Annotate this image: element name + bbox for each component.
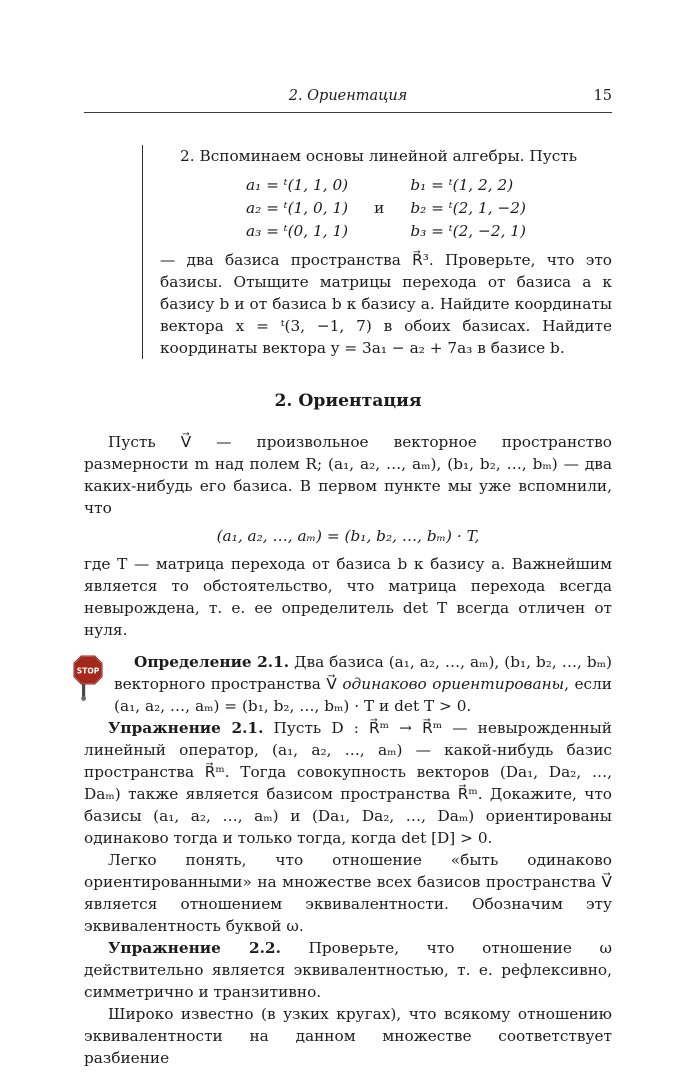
svg-text:STOP: STOP bbox=[76, 666, 100, 676]
running-header bbox=[84, 86, 612, 113]
equation-b3: b₃ = ᵗ(2, −2, 1) bbox=[410, 221, 526, 240]
running-title: 2. Ориентация bbox=[288, 88, 408, 104]
exercise-2-2 bbox=[84, 937, 612, 1003]
paragraph-partition: Широко известно (в узких кругах), что всякому отношению эквивалентности на данном множестве соответствует разбиение bbox=[84, 1005, 612, 1068]
equation-spacer bbox=[374, 220, 384, 242]
section-title: 2. Ориентация bbox=[274, 391, 422, 412]
equation-spacer bbox=[374, 174, 384, 196]
definition-label: Определение 2.1. bbox=[134, 652, 290, 671]
exercise-2-1-label: Упражнение 2.1. bbox=[108, 718, 264, 737]
exercise-2-1-text: Пусть D : R⃗ᵐ → R⃗ᵐ — невырожденный линейный оператор, (a₁, a₂, …, aₘ) — какой-нибудь базис пространства R⃗ᵐ. Тогда совокупность векторов (Da₁, Da₂, …, Daₘ) также является базисом пространства R⃗ᵐ. Докажите, что базисы (a₁, a₂, …, aₘ) и (Da₁, Da₂, …, Daₘ) ориентированы одинаково тогда и только тогда, когда det [D] > 0. bbox=[84, 718, 612, 848]
equation-b1: b₁ = ᵗ(1, 2, 2) bbox=[410, 175, 514, 194]
exercise-2-2-text: Проверьте, что отношение ω действительно является эквивалентностью, т. е. рефлексивно, симметрично и транзитивно. bbox=[84, 939, 612, 1002]
definition-text-before: Два базиса (a₁, a₂, …, aₘ), (b₁, b₂, …, bₘ) векторного пространства V⃗ bbox=[114, 652, 613, 693]
definition-emphasis: одинаково ориентированы bbox=[342, 674, 565, 693]
paragraph-transition-matrix: где T — матрица перехода от базиса b к базису a. Важнейшим является то обстоятельство, что матрица перехода всегда невырождена, т. е. ее определитель det T всегда отличен от нуля. bbox=[84, 554, 612, 639]
exercise-2-1 bbox=[84, 717, 612, 849]
page-number: 15 bbox=[593, 88, 612, 104]
equation-a1: a₁ = ᵗ(1, 1, 0) bbox=[246, 175, 349, 194]
recap-body: — два базиса пространства R⃗³. Проверьте, что это базисы. Отыщите матрицы перехода от базиса a к базису b и от базиса b к базису a. Найдите координаты вектора x = ᵗ(3, −1, 7) в обоих базисах. Найдите координаты вектора y = 3a₁ − a₂ + 7a₃ в базисе b. bbox=[160, 250, 612, 357]
basis-equations bbox=[246, 174, 526, 242]
equation-a3: a₃ = ᵗ(0, 1, 1) bbox=[246, 221, 349, 240]
display-formula: (a₁, a₂, …, aₘ) = (b₁, b₂, …, bₘ) · T, bbox=[216, 526, 480, 545]
recap-exercise-block bbox=[142, 145, 612, 359]
definition-block bbox=[76, 651, 613, 717]
stop-sign-icon bbox=[70, 654, 106, 702]
paragraph-intro: Пусть V⃗ — произвольное векторное пространство размерности m над полем R; (a₁, a₂, …, aₘ), (b₁, b₂, …, bₘ) — два каких-нибудь его базиса. В первом пункте мы уже вспомнили, что bbox=[84, 432, 612, 517]
paragraph-equivalence: Легко понять, что отношение «быть одинаково ориентированными» на множестве всех базисов пространства V⃗ является отношением эквивалентности. Обозначим эту эквивалентность буквой ω. bbox=[84, 851, 612, 936]
definition-paragraph bbox=[84, 651, 612, 717]
exercise-2-2-label: Упражнение 2.2. bbox=[108, 939, 281, 958]
equation-b2: b₂ = ᵗ(2, 1, −2) bbox=[410, 198, 526, 217]
conjunction-and: и bbox=[374, 198, 385, 217]
equation-a2: a₂ = ᵗ(1, 0, 1) bbox=[246, 198, 349, 217]
recap-intro: 2. Вспоминаем основы линейной алгебры. Пусть bbox=[180, 146, 578, 165]
definition-text-after: , если (a₁, a₂, …, aₘ) = (b₁, b₂, …, bₘ) · T и det T > 0. bbox=[114, 674, 613, 715]
